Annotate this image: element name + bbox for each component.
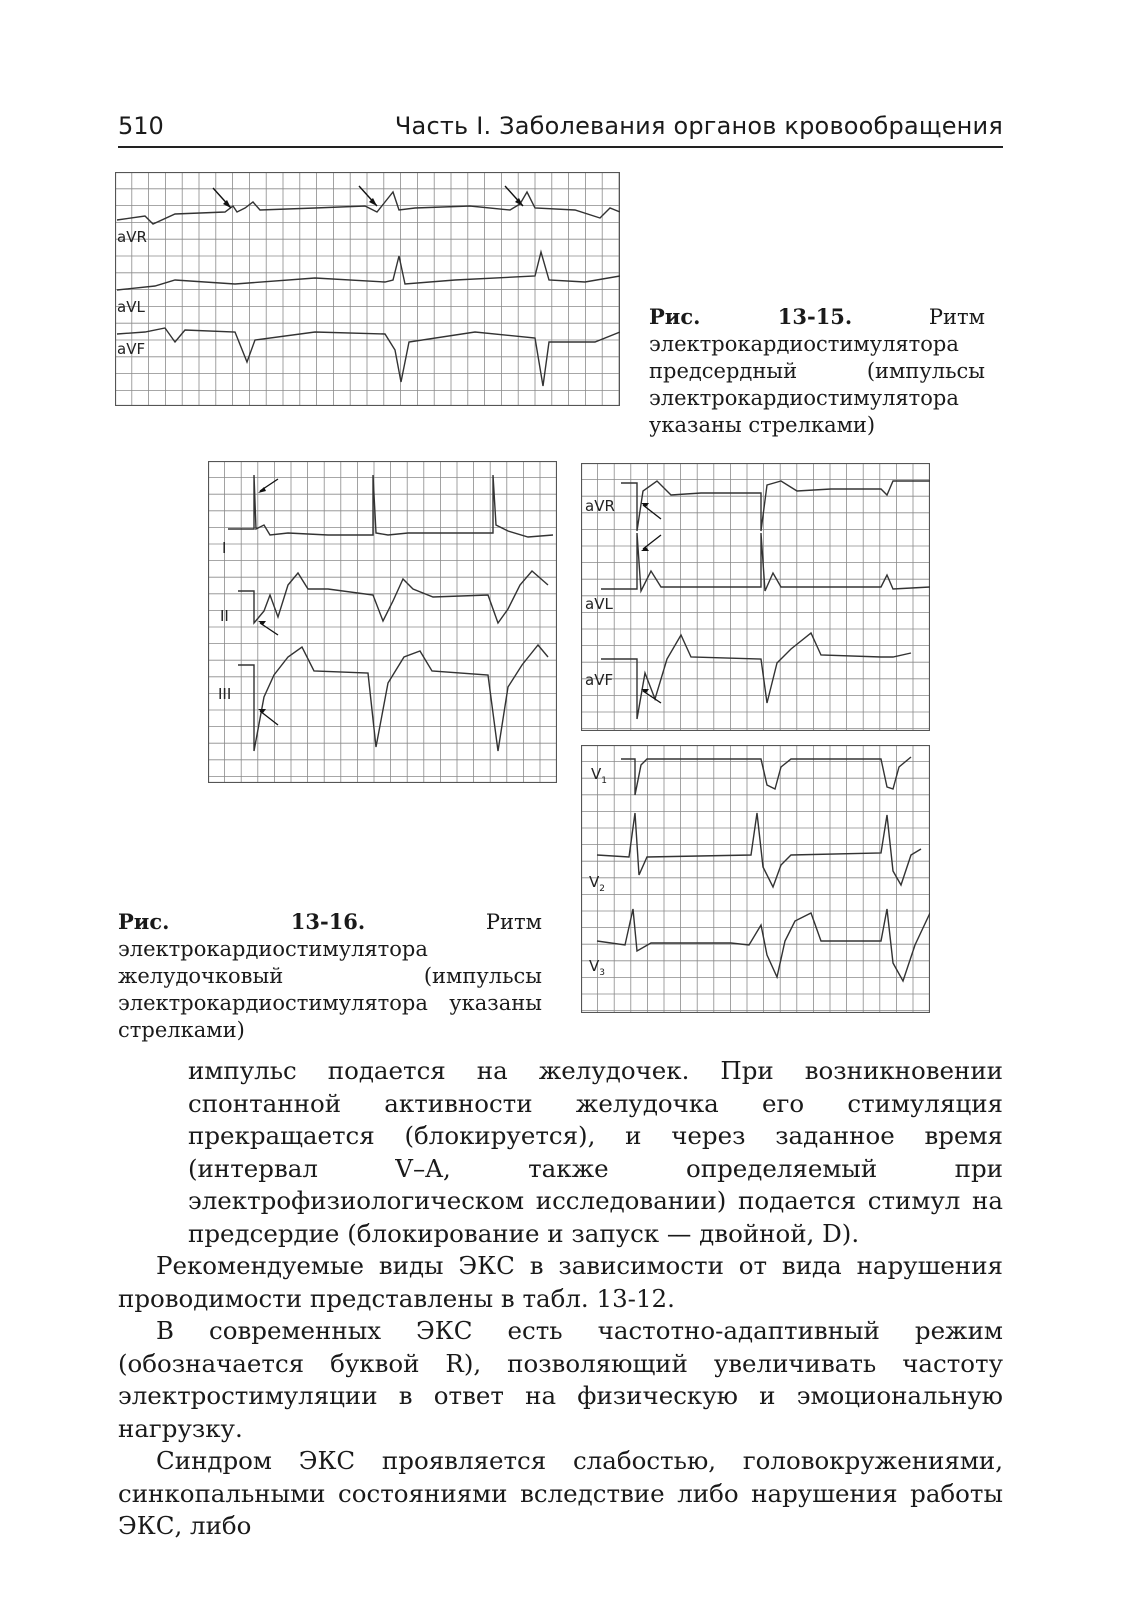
paragraph-4: Синдром ЭКС проявляется слабостью, головокружениями, синкопальными состояниями вследствие либо нарушения работы ЭКС, либо [118, 1446, 1003, 1540]
page-header [118, 112, 1003, 148]
figure-caption-13-16 [118, 908, 542, 1044]
caption-label: Рис. 13-15. [649, 304, 853, 329]
lead-label-avr: aVR [117, 228, 147, 246]
lead-label-avf-2: aVF [585, 671, 614, 689]
paragraph-2: Рекомендуемые виды ЭКС в зависимости от вида нарушения проводимости представлены в табл. 13-12. [118, 1251, 1003, 1313]
ecg-figure-13-15 [115, 172, 620, 406]
paragraph-1: импульс подается на желудочек. При возникновении спонтанной активности желудочка его стимуляция прекращается (блокируется), и через заданное время (интервал V–A, также определяемый при электрофизиологическом исследовании) подается стимул на предсердие (блокирование и запуск — двойной, D). [188, 1056, 1003, 1248]
ecg-figure-13-16-chest-leads [581, 745, 930, 1013]
caption-text: Ритм электрокардиостимулятора желудочковый (импульсы электрокардиостимулятора указаны стрелками) [118, 910, 542, 1042]
caption-label: Рис. 13-16. [118, 909, 366, 934]
lead-label-v2: $V_2$ [589, 873, 605, 894]
lead-label-avr-2: aVR [585, 497, 615, 515]
lead-label-v1: $V_1$ [591, 765, 607, 786]
page-number: 510 [118, 112, 164, 140]
ecg-figure-13-16-limb-leads [208, 461, 557, 783]
lead-label-i: I [222, 539, 227, 557]
lead-label-ii: II [220, 607, 229, 625]
ecg-figure-13-16-augmented-leads [581, 463, 930, 731]
caption-text: Ритм электрокардиостимулятора предсердный (импульсы электрокардиостимулятора указаны стрелками) [649, 305, 985, 437]
lead-label-iii: III [218, 685, 232, 703]
lead-label-avl-2: aVL [585, 595, 613, 613]
running-title: Часть I. Заболевания органов кровообращения [394, 112, 1003, 140]
figure-caption-13-15 [649, 303, 985, 439]
lead-label-avl: aVL [117, 298, 145, 316]
paragraph-3: В современных ЭКС есть частотно-адаптивный режим (обозначается буквой R), позволяющий увеличивать частоту электростимуляции в ответ на физическую и эмоциональную нагрузку. [118, 1316, 1003, 1443]
lead-label-avf: aVF [117, 340, 146, 358]
body-text [118, 1055, 1003, 1543]
lead-label-v3: $V_3$ [589, 957, 605, 978]
